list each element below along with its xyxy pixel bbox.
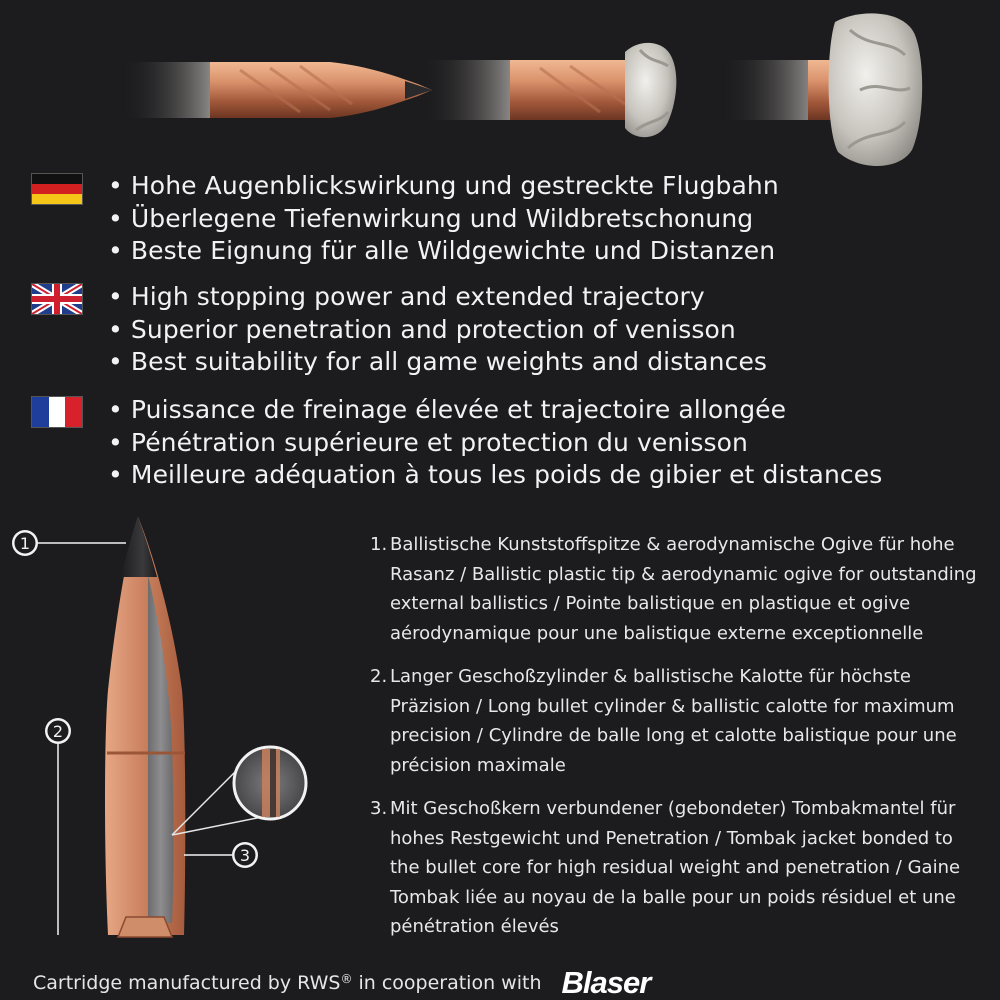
blaser-logo: Blaser xyxy=(561,965,651,1000)
list-item: • High stopping power and extended trajectory xyxy=(108,281,767,314)
german-benefits-list xyxy=(108,170,779,268)
bullet-expanding xyxy=(420,43,676,137)
registered-mark: ® xyxy=(340,972,353,986)
list-item: • Beste Eignung für alle Wildgewichte und Distanzen xyxy=(108,235,779,268)
feature-text: Langer Geschoßzylinder & ballistische Kalotte für höchste Präzision / Long bullet cylinder & ballistic calotte for maximum precision / Cylindre de balle long et calotte balistique pour une précision maximale xyxy=(390,666,957,776)
svg-text:1: 1 xyxy=(19,534,31,553)
bullet-in-flight xyxy=(120,62,432,118)
bullet-body xyxy=(105,517,185,937)
feature-text: Ballistische Kunststoffspitze & aerodynamische Ogive für hohe Rasanz / Ballistic plastic tip & aerodynamic ogive for outstanding external ballistics / Pointe balistique en plastique et ogive aérodynamique pour une balistique externe exceptionnelle xyxy=(390,534,977,644)
feature-number: 1. xyxy=(370,534,388,555)
list-item: • Meilleure adéquation à tous les poids de gibier et distances xyxy=(108,459,882,492)
feature-descriptions xyxy=(370,530,980,956)
list-item: • Hohe Augenblickswirkung und gestreckte Flugbahn xyxy=(108,170,779,203)
french-benefits-list xyxy=(108,394,882,492)
feature-item-3 xyxy=(370,794,980,942)
germany-flag-icon xyxy=(32,174,82,204)
callout-2 xyxy=(45,718,71,935)
svg-text:3: 3 xyxy=(239,846,251,865)
bullet-expansion-illustration xyxy=(0,0,1000,170)
magnified-bond-detail xyxy=(172,747,306,835)
svg-text:2: 2 xyxy=(52,722,64,741)
footer-text: Cartridge manufactured by RWS xyxy=(33,972,341,994)
callout-3 xyxy=(184,842,258,868)
list-item: • Superior penetration and protection of venisson xyxy=(108,314,767,347)
callout-1 xyxy=(12,530,126,556)
feature-item-1 xyxy=(370,530,980,648)
uk-flag-icon xyxy=(32,284,82,314)
feature-number: 2. xyxy=(370,666,388,687)
list-item: • Pénétration supérieure et protection du venisson xyxy=(108,427,882,460)
english-benefits-list xyxy=(108,281,767,379)
footer xyxy=(33,962,651,1000)
feature-item-2 xyxy=(370,662,980,780)
france-flag-icon xyxy=(32,397,82,427)
list-item: • Puissance de freinage élevée et trajectoire allongée xyxy=(108,394,882,427)
feature-text: Mit Geschoßkern verbundener (gebondeter) Tombakmantel für hohes Restgewicht und Penetration / Tombak jacket bonded to the bullet core for high residual weight and penetration / Gaine Tombak liée au noyau de la balle pour un poids résiduel et une pénétration élevés xyxy=(390,798,961,937)
bullet-cutaway-diagram xyxy=(0,505,360,955)
list-item: • Best suitability for all game weights and distances xyxy=(108,346,767,379)
bullet-fully-expanded xyxy=(720,13,922,166)
feature-number: 3. xyxy=(370,798,388,819)
footer-text-cont: in cooperation with xyxy=(352,972,542,994)
list-item: • Überlegene Tiefenwirkung und Wildbretschonung xyxy=(108,203,779,236)
